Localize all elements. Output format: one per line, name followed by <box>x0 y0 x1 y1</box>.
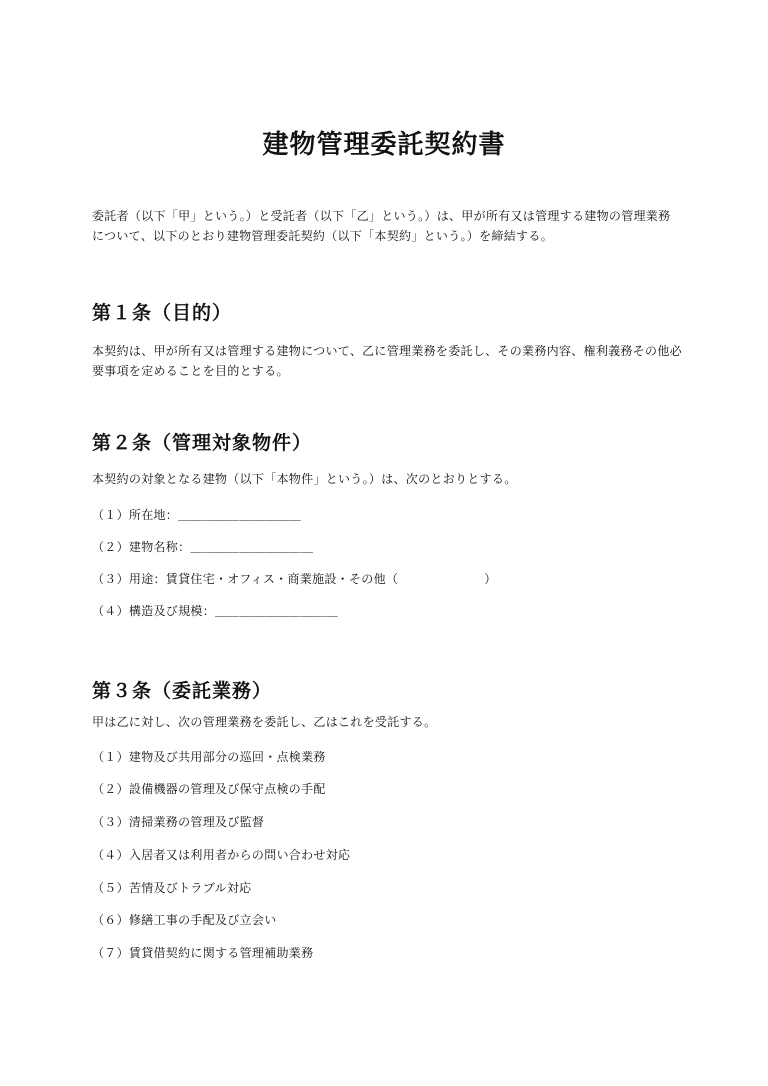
article-2-item-1: （１）所在地：＿＿＿＿＿＿＿＿＿＿ <box>92 508 302 522</box>
article-2-item-4: （４）構造及び規模：＿＿＿＿＿＿＿＿＿＿ <box>92 604 339 618</box>
article-3-item-5: （５）苦情及びトラブル対応 <box>92 881 252 895</box>
article-2-heading: 第２条（管理対象物件） <box>92 432 313 454</box>
article-1-body: 本契約は、甲が所有又は管理する建物について、乙に管理業務を委託し、その業務内容、権利義務その他必要事項を定めることを目的とする。 <box>92 344 682 378</box>
preamble-paragraph: 委託者（以下「甲」という。）と受託者（以下「乙」という。）は、甲が所有又は管理する建物の管理業務について、以下のとおり建物管理委託契約（以下「本契約」という。）を締結する。 <box>92 209 671 243</box>
article-3-item-6: （６）修繕工事の手配及び立会い <box>92 913 277 927</box>
article-3-heading: 第３条（委託業務） <box>92 680 273 702</box>
article-3-item-3: （３）清掃業務の管理及び監督 <box>92 815 265 829</box>
article-3-item-4: （４）入居者又は利用者からの問い合わせ対応 <box>92 848 351 862</box>
article-2-item-2: （２）建物名称：＿＿＿＿＿＿＿＿＿＿ <box>92 540 314 554</box>
article-2-item-3: （３）用途：賃貸住宅・オフィス・商業施設・その他（ ） <box>92 572 497 586</box>
article-3-item-7: （７）賃貸借契約に関する管理補助業務 <box>92 946 314 960</box>
article-2-body: 本契約の対象となる建物（以下「本物件」という。）は、次のとおりとする。 <box>92 472 517 486</box>
article-3-body: 甲は乙に対し、次の管理業務を委託し、乙はこれを受託する。 <box>92 715 437 729</box>
document-title: 建物管理委託契約書 <box>262 130 506 160</box>
article-3-item-2: （２）設備機器の管理及び保守点検の手配 <box>92 782 326 796</box>
article-1-heading: 第１条（目的） <box>92 302 233 324</box>
article-3-item-1: （１）建物及び共用部分の巡回・点検業務 <box>92 750 326 764</box>
